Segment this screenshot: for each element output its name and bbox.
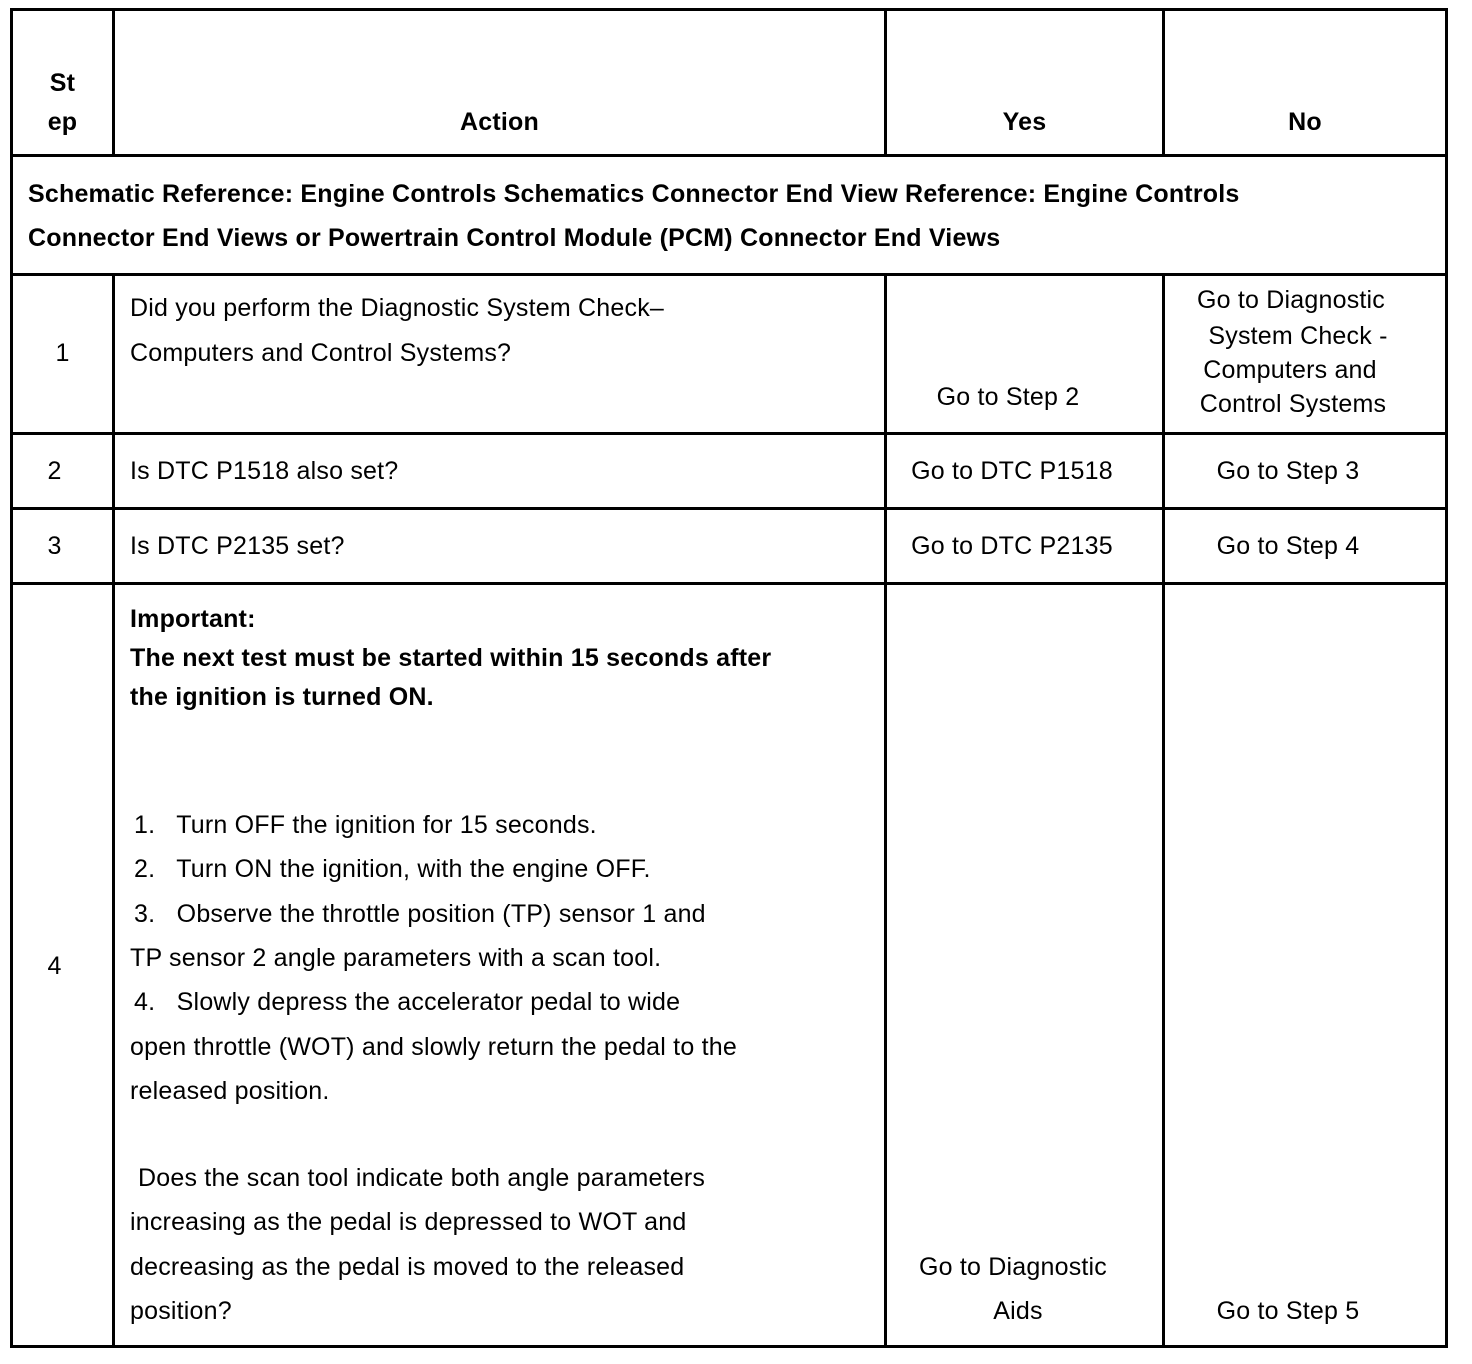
- table-border-top: [10, 8, 1448, 11]
- row4-yes-line1: Go to Diagnostic: [918, 1253, 1107, 1281]
- header-yes: Yes: [1002, 108, 1047, 136]
- row3-no: Go to Step 4: [1216, 532, 1360, 560]
- col-divider-step-body: [112, 273, 115, 1348]
- header-step-line1: St: [49, 69, 76, 97]
- row1-no-line3: Computers and: [1203, 356, 1377, 384]
- row4-instruction-1: 1. Turn OFF the ignition for 15 seconds.: [134, 811, 597, 839]
- row3-step: 3: [47, 532, 62, 560]
- row1-action-line2: Computers and Control Systems?: [130, 339, 512, 367]
- row4-instruction-4-cont: open throttle (WOT) and slowly return the pedal to the: [130, 1033, 737, 1061]
- row1-no-line1: Go to Diagnostic: [1196, 286, 1385, 314]
- row1-action-line1: Did you perform the Diagnostic System Check–: [130, 294, 665, 322]
- reference-divider: [10, 273, 1448, 276]
- row1-divider: [10, 432, 1448, 435]
- header-action: Action: [460, 108, 539, 136]
- row4-instruction-3: 3. Observe the throttle position (TP) sensor 1 and: [134, 900, 706, 928]
- reference-line-1: Schematic Reference: Engine Controls Schematics Connector End View Reference: Engine Controls: [28, 180, 1240, 208]
- row4-important-label: Important:: [130, 605, 256, 633]
- row4-yes-line2: Aids: [993, 1297, 1043, 1325]
- table-border-left: [10, 8, 13, 1348]
- row4-question-line1: Does the scan tool indicate both angle parameters: [138, 1164, 706, 1192]
- row4-no: Go to Step 5: [1216, 1297, 1360, 1325]
- row4-important-line1: The next test must be started within 15 seconds after: [130, 644, 772, 672]
- row4-question-line4: position?: [130, 1297, 232, 1325]
- col-divider-yes-body: [1162, 273, 1165, 1348]
- row4-instruction-4-cont2: released position.: [130, 1077, 330, 1105]
- row4-instruction-3-cont: TP sensor 2 angle parameters with a scan tool.: [130, 944, 662, 972]
- header-divider: [10, 154, 1448, 157]
- table-border-bottom: [10, 1345, 1448, 1348]
- row2-action: Is DTC P1518 also set?: [130, 457, 399, 485]
- row1-yes: Go to Step 2: [936, 383, 1080, 411]
- row4-important-line2: the ignition is turned ON.: [130, 683, 434, 711]
- row1-no-line4: Control Systems: [1199, 390, 1387, 418]
- row1-no-line2: System Check -: [1208, 322, 1388, 350]
- row3-divider: [10, 582, 1448, 585]
- table-border-right: [1445, 8, 1448, 1348]
- header-step-line2: ep: [47, 108, 78, 136]
- row2-step: 2: [47, 457, 62, 485]
- reference-line-2: Connector End Views or Powertrain Control Module (PCM) Connector End Views: [28, 224, 1001, 252]
- col-divider-action-body: [884, 273, 887, 1348]
- row2-yes: Go to DTC P1518: [911, 457, 1113, 485]
- row4-question-line3: decreasing as the pedal is moved to the released: [130, 1253, 685, 1281]
- row3-yes: Go to DTC P2135: [911, 532, 1113, 560]
- row2-divider: [10, 507, 1448, 510]
- row1-step: 1: [55, 339, 70, 367]
- row4-instruction-2: 2. Turn ON the ignition, with the engine OFF.: [134, 855, 651, 883]
- row4-question-line2: increasing as the pedal is depressed to WOT and: [130, 1208, 687, 1236]
- row2-no: Go to Step 3: [1216, 457, 1360, 485]
- header-no: No: [1288, 108, 1322, 136]
- row4-step: 4: [47, 952, 62, 980]
- row3-action: Is DTC P2135 set?: [130, 532, 345, 560]
- row4-instruction-4: 4. Slowly depress the accelerator pedal to wide: [134, 988, 681, 1016]
